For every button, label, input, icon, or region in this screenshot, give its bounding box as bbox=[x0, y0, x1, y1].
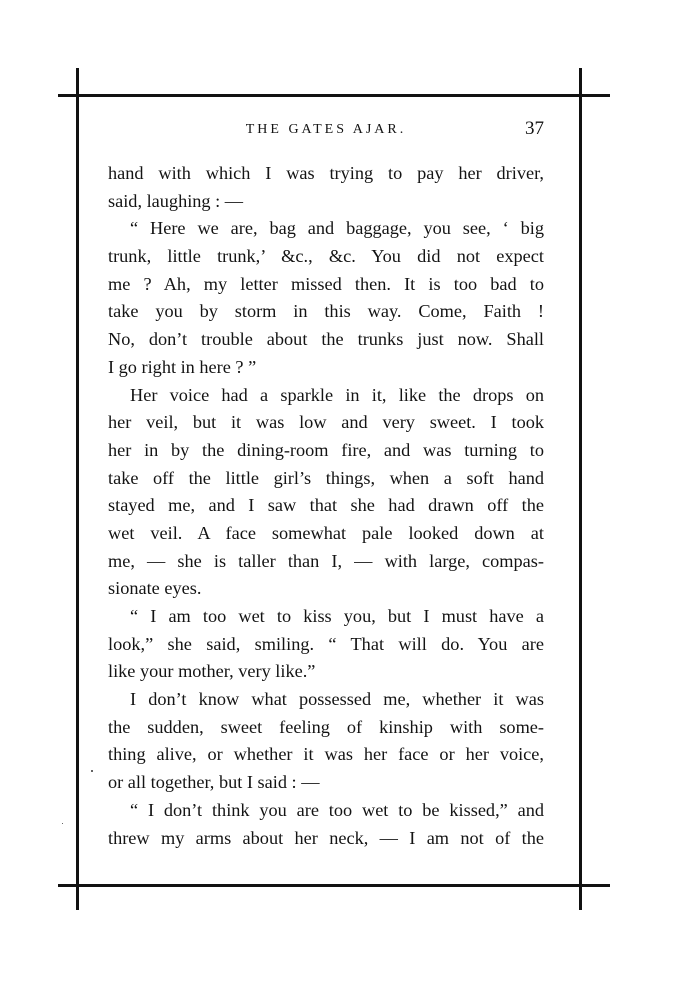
bottom-border-rule bbox=[58, 884, 610, 887]
text-line: stayed me, and I saw that she had drawn off the bbox=[108, 495, 544, 516]
text-line: wet veil. A face somewhat pale looked down at bbox=[108, 522, 544, 543]
text-line: or all together, but I said : — bbox=[108, 772, 320, 793]
text-line: me, — she is taller than I, — with large, compas- bbox=[108, 550, 544, 571]
text-line: hand with which I was trying to pay her driver, bbox=[108, 163, 544, 183]
left-border-rule bbox=[76, 68, 79, 910]
text-line: her veil, but it was low and very sweet. I took bbox=[108, 412, 544, 433]
text-line: Her voice had a sparkle in it, like the drops on bbox=[130, 384, 544, 405]
text-line: me ? Ah, my letter missed then. It is too bad to bbox=[108, 273, 544, 294]
body-text bbox=[108, 160, 544, 852]
text-line: look,” she said, smiling. “ That will do. You are bbox=[108, 633, 544, 654]
ink-speck bbox=[62, 823, 63, 824]
page-number: 37 bbox=[525, 118, 544, 139]
text-line: “ I don’t think you are too wet to be kissed,” and bbox=[130, 799, 544, 820]
text-line: trunk, little trunk,’ &c., &c. You did not expect bbox=[108, 246, 544, 267]
page-header bbox=[108, 118, 544, 144]
text-line: sionate eyes. bbox=[108, 578, 202, 599]
text-line: I go right in here ? ” bbox=[108, 356, 257, 377]
text-line: like your mother, very like.” bbox=[108, 661, 316, 682]
text-line: “ I am too wet to kiss you, but I must have a bbox=[130, 606, 544, 626]
text-line: I don’t know what possessed me, whether it was bbox=[130, 689, 544, 710]
ink-speck bbox=[91, 770, 93, 772]
text-line: thing alive, or whether it was her face or her voice, bbox=[108, 744, 544, 765]
text-line: take you by storm in this way. Come, Faith ! bbox=[108, 301, 544, 322]
text-line: threw my arms about her neck, — I am not of the bbox=[108, 827, 544, 848]
running-head: THE GATES AJAR. bbox=[245, 122, 407, 137]
text-line: “ Here we are, bag and baggage, you see, ‘ big bbox=[130, 218, 544, 239]
text-line: the sudden, sweet feeling of kinship with some- bbox=[108, 716, 544, 737]
text-line: her in by the dining-room fire, and was turning to bbox=[108, 439, 544, 460]
top-border-rule bbox=[58, 94, 610, 97]
text-line: take off the little girl’s things, when a soft hand bbox=[108, 467, 544, 488]
right-border-rule bbox=[579, 68, 582, 910]
text-line: No, don’t trouble about the trunks just now. Shall bbox=[108, 329, 544, 350]
text-line: said, laughing : — bbox=[108, 190, 244, 211]
